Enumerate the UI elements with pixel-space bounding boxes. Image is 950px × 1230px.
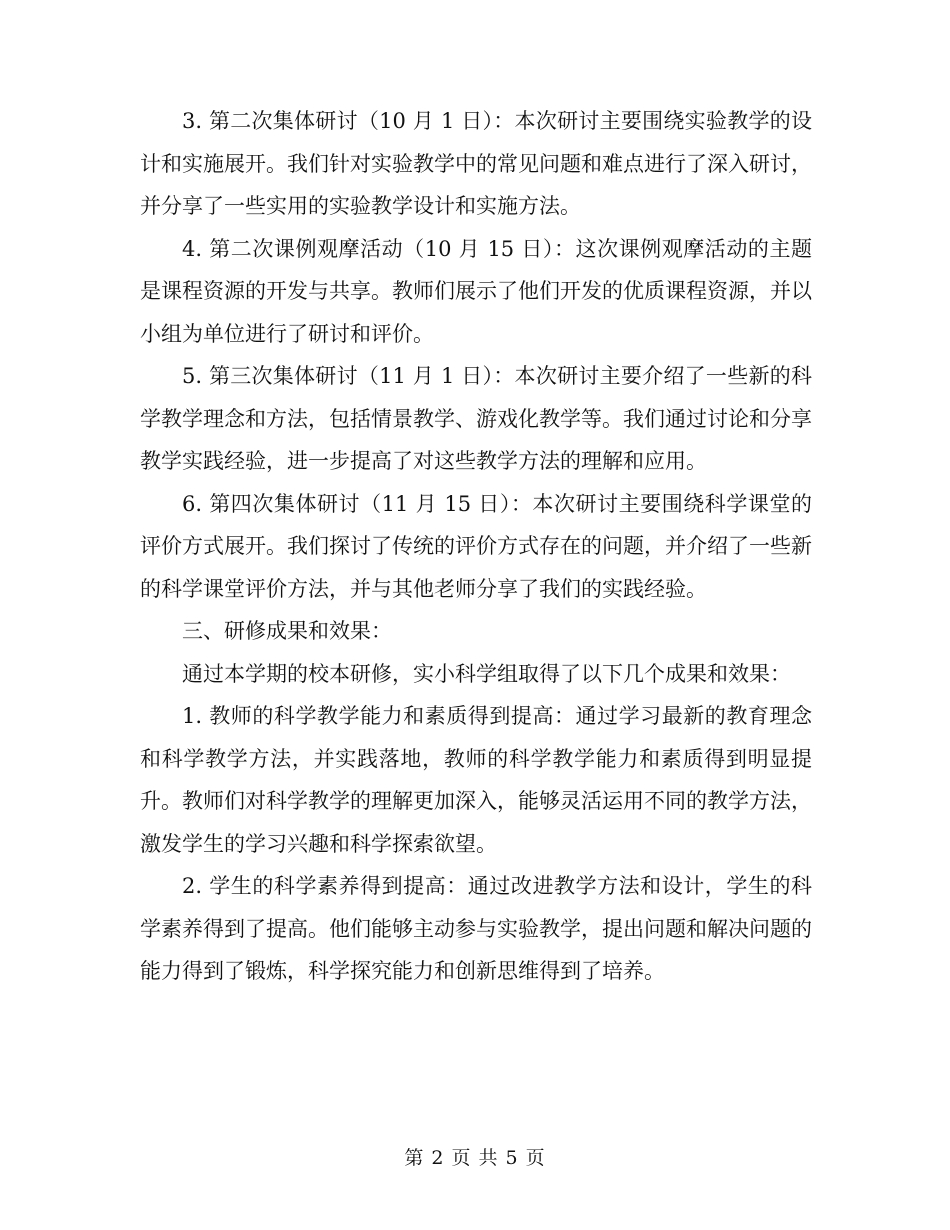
page-footer: 第 2 页 共 5 页 <box>404 1147 546 1169</box>
paragraph-intro: 通过本学期的校本研修，实小科学组取得了以下几个成果和效果： <box>182 661 791 686</box>
paragraph-3: 5. 第三次集体研讨（11 月 1 日）：本次研讨主要介绍了一些新的科学教学理念和方法，包括情景教学、游戏化教学等。我们通过讨论和分享教学实践经验，进一步提高了对这些教学方法的理解和应用。 <box>140 364 812 473</box>
paragraph-result-2: 2. 学生的科学素养得到提高：通过改进教学方法和设计，学生的科学素养得到了提高。他们能够主动参与实验教学，提出问题和解决问题的能力得到了锻炼，科学探究能力和创新思维得到了培养。 <box>140 874 812 983</box>
paragraph-1: 3. 第二次集体研讨（10 月 1 日）：本次研讨主要围绕实验教学的设计和实施展开。我们针对实验教学中的常见问题和难点进行了深入研讨，并分享了一些实用的实验教学设计和实施方法。 <box>140 109 812 218</box>
paragraph-2: 4. 第二次课例观摩活动（10 月 15 日）：这次课例观摩活动的主题是课程资源的开发与共享。教师们展示了他们开发的优质课程资源，并以小组为单位进行了研讨和评价。 <box>140 236 812 346</box>
document-body <box>140 100 812 993</box>
paragraph-result-1: 1. 教师的科学教学能力和素质得到提高：通过学习最新的教育理念和科学教学方法，并实践落地，教师的科学教学能力和素质得到明显提升。教师们对科学教学的理解更加深入，能够灵活运用不同的教学方法，激发学生的学习兴趣和科学探索欲望。 <box>140 704 812 856</box>
section-heading: 三、研修成果和效果： <box>182 619 392 643</box>
paragraph-4: 6. 第四次集体研讨（11 月 15 日）：本次研讨主要围绕科学课堂的评价方式展开。我们探讨了传统的评价方式存在的问题，并介绍了一些新的科学课堂评价方法，并与其他老师分享了我们的实践经验。 <box>140 491 812 601</box>
